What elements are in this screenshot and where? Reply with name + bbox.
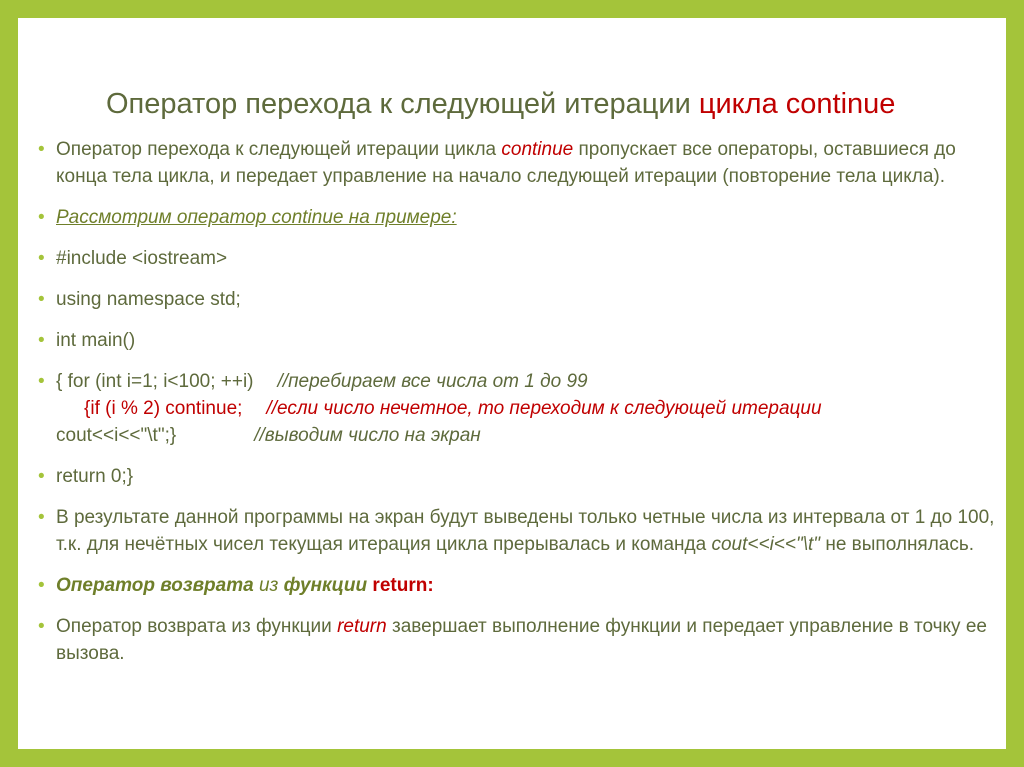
keyword-return: return — [337, 616, 387, 637]
title-text: Оператор перехода к следующей итерации — [106, 88, 699, 120]
code-loop-block: • { for (int i=1; i<100; ++i) //перебираем все числа от 1 до 99 {if (i % 2) continue; //если число нечетное, то переходим к следующей итерации cout<<i<<"\t";} //выводим число на экран — [30, 368, 1006, 449]
slide — [18, 18, 1006, 749]
code-using: • using namespace std; — [30, 286, 1006, 313]
title-accent: цикла continue — [698, 88, 896, 120]
slide-title — [106, 86, 946, 122]
bullet-result: • В результате данной программы на экран будут выведены только четные числа из интервала от 1 до 100, т.к. для нечётных чисел текущая итерация цикла прерывалась и команда cout<<i<<"\t" не выполнялась. — [30, 504, 1006, 558]
code-main: • int main() — [30, 327, 1006, 354]
keyword-continue: continue — [501, 139, 574, 160]
code-comment: //выводим число на экран — [254, 425, 481, 446]
bullet-continue-description: • Оператор перехода к следующей итерации цикла continue пропускает все операторы, оставшиеся до конца тела цикла, и передает управление на начало следующей итерации (повторение тела цикла). — [30, 136, 1006, 190]
code-return: • return 0;} — [30, 463, 1006, 490]
slide-content — [30, 136, 1006, 681]
bullet-return-heading: • Оператор возврата из функции return: — [30, 572, 1006, 599]
bullet-return-description: • Оператор возврата из функции return завершает выполнение функции и передает управление в точку ее вызова. — [30, 613, 1006, 667]
bullet-example-intro: • Рассмотрим оператор continue на примере: — [30, 204, 1006, 231]
code-comment: //если число нечетное, то переходим к следующей итерации — [266, 398, 822, 419]
code-comment: //перебираем все числа от 1 до 99 — [277, 371, 588, 392]
code-include: • #include <iostream> — [30, 245, 1006, 272]
